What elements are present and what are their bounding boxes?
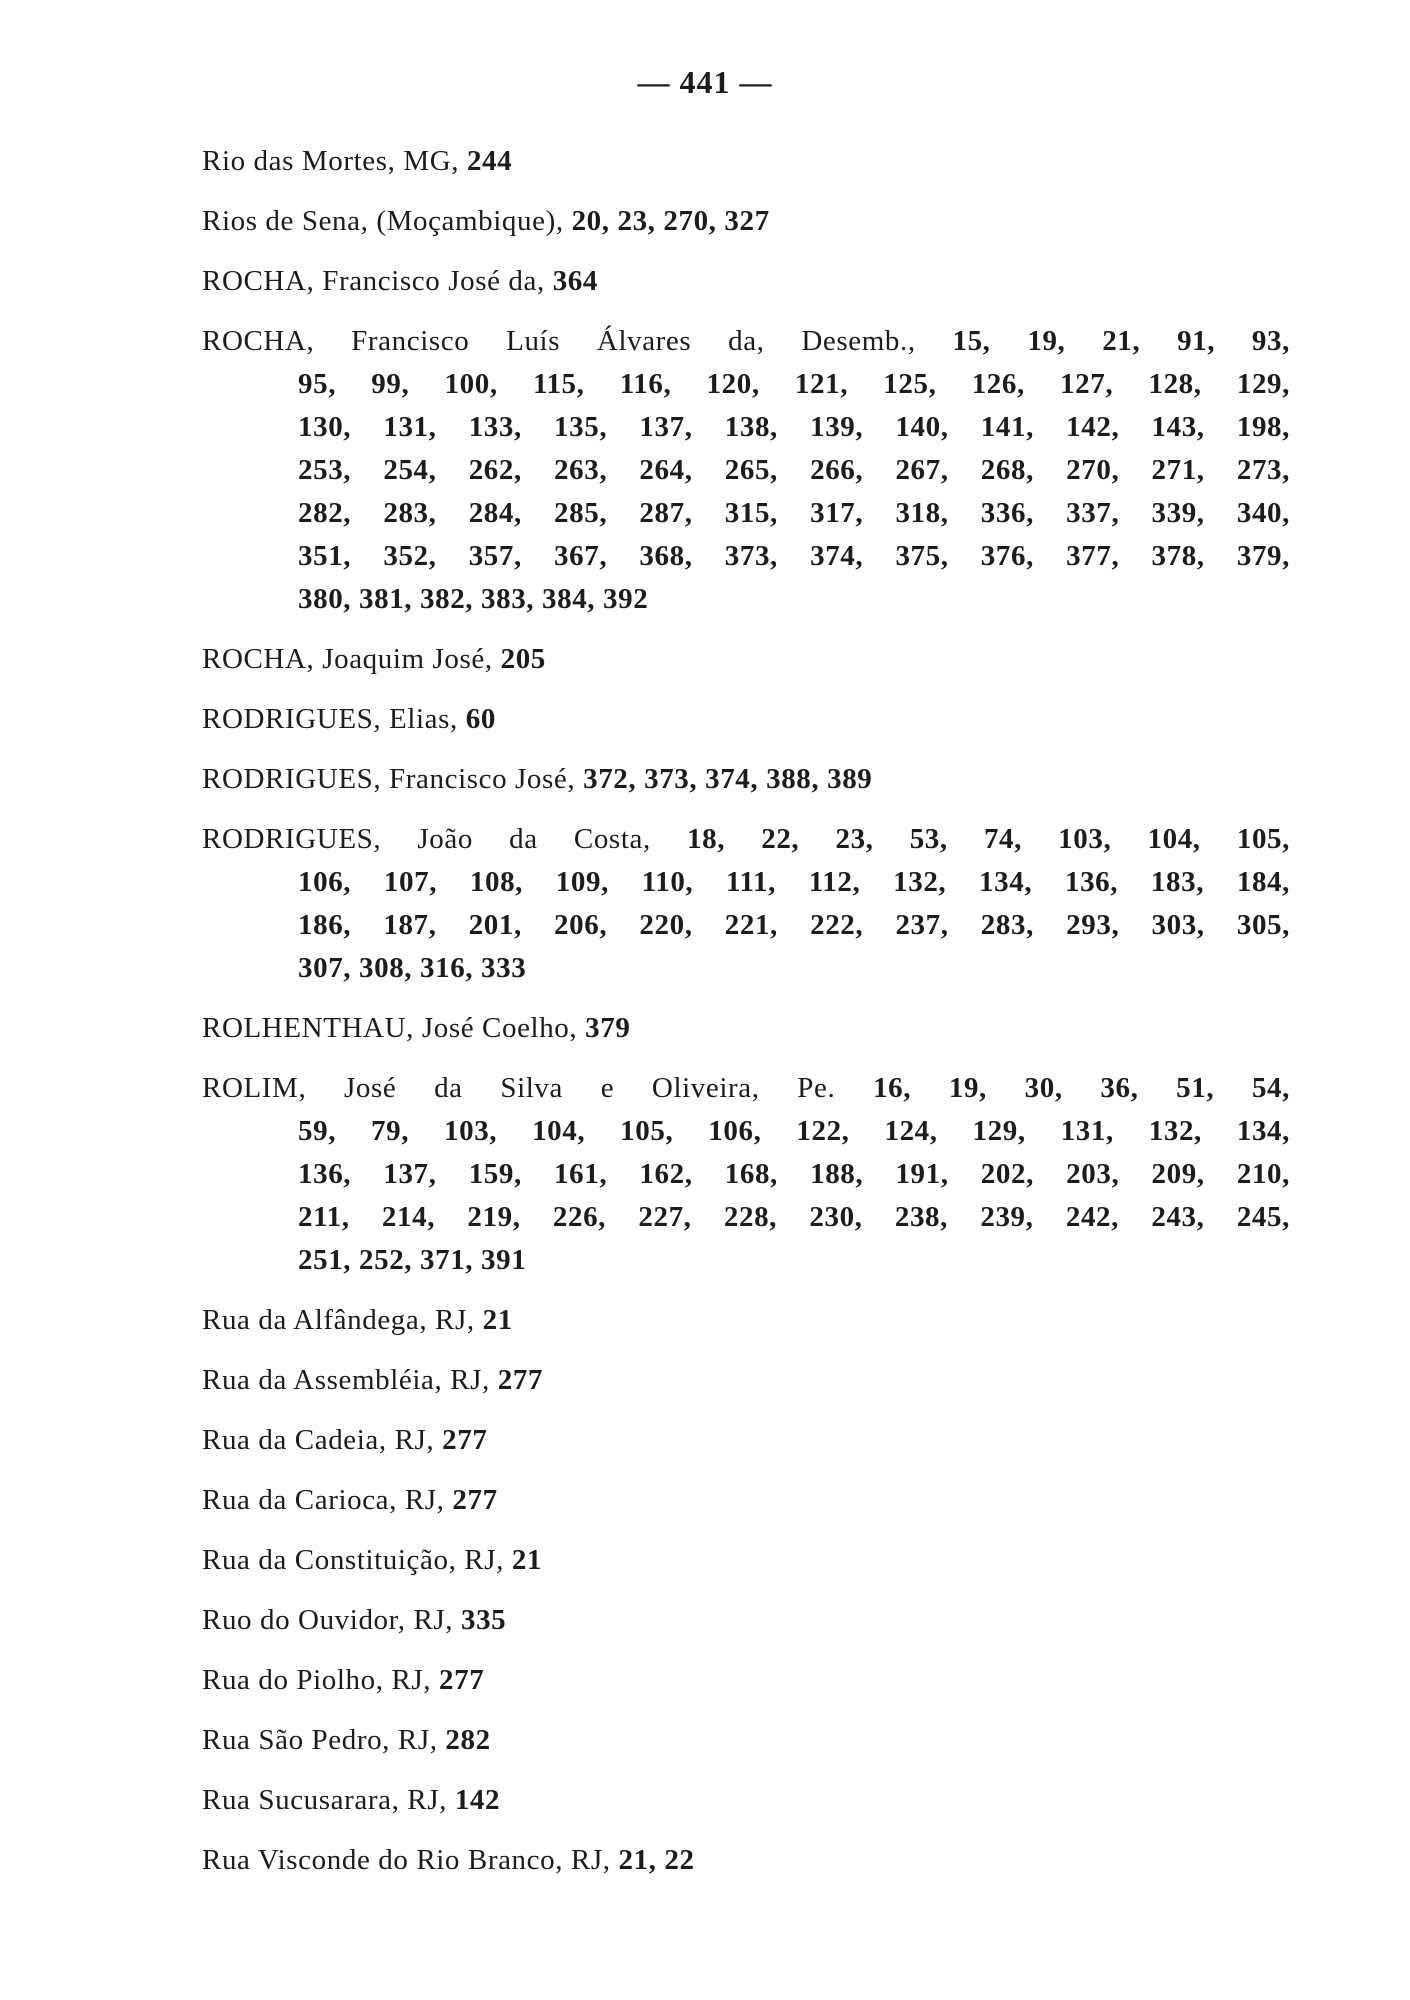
- index-entry-heading: Rua da Assembléia, RJ,: [202, 1364, 490, 1396]
- index-entry-first-line: [202, 758, 1290, 801]
- index-entry-first-line: [202, 260, 1290, 303]
- index-entry-first-line: [202, 140, 1290, 183]
- index-entry-page-refs: 136, 137, 159, 161, 162, 168, 188, 191, 202, 203, 209, 210,: [298, 1158, 1290, 1190]
- index-entry-page-refs: 95, 99, 100, 115, 116, 120, 121, 125, 126, 127, 128, 129,: [298, 368, 1290, 400]
- index-entry-heading: Rua da Alfândega, RJ,: [202, 1304, 475, 1336]
- index-entry-heading: Rua da Constituição, RJ,: [202, 1544, 504, 1576]
- index-entry: [202, 1779, 1290, 1822]
- index-entry-continuation-line: [202, 1196, 1290, 1239]
- index-entry: [202, 1719, 1290, 1762]
- index-entry-page-refs: 21: [482, 1304, 513, 1336]
- index-entry-continuation-line: [202, 904, 1290, 947]
- index-entry-heading: Rua Sucusarara, RJ,: [202, 1784, 447, 1816]
- index-entry-first-line: [202, 818, 1290, 861]
- index-entry-first-line: [202, 1659, 1290, 1702]
- index-entry-page-refs: 18, 22, 23, 53, 74, 103, 104, 105,: [687, 823, 1290, 855]
- index-entry-page-refs: 277: [442, 1424, 488, 1456]
- index-entry: [202, 1067, 1290, 1282]
- index-entry-page-refs: 364: [552, 265, 598, 297]
- index-entry-continuation-line: [202, 406, 1290, 449]
- index-entry-heading: Rua do Piolho, RJ,: [202, 1664, 432, 1696]
- index-entry: [202, 1359, 1290, 1402]
- index-entry-first-line: [202, 698, 1290, 741]
- index-entry-continuation-line: [202, 578, 1290, 621]
- index-entry-continuation-line: [202, 535, 1290, 578]
- index-entry-heading: Rua Visconde do Rio Branco, RJ,: [202, 1844, 611, 1876]
- index-entry: [202, 260, 1290, 303]
- index-entry-page-refs: 59, 79, 103, 104, 105, 106, 122, 124, 129, 131, 132, 134,: [298, 1115, 1290, 1147]
- index-entry-page-refs: 16, 19, 30, 36, 51, 54,: [873, 1072, 1290, 1104]
- index-entry-page-refs: 351, 352, 357, 367, 368, 373, 374, 375, 376, 377, 378, 379,: [298, 540, 1290, 572]
- page-number: — 441 —: [637, 64, 773, 100]
- index-entry-heading: Rua da Cadeia, RJ,: [202, 1424, 435, 1456]
- index-entry: [202, 1479, 1290, 1522]
- index-entry-first-line: [202, 1007, 1290, 1050]
- index-entry-page-refs: 20, 23, 270, 327: [571, 205, 770, 237]
- index-entry-page-refs: 142: [454, 1784, 501, 1816]
- index-entry: [202, 818, 1290, 990]
- index-entry: [202, 1599, 1290, 1642]
- index-entry: [202, 1839, 1290, 1882]
- index-entry: [202, 1299, 1290, 1342]
- index-entry: [202, 638, 1290, 681]
- index-entry-page-refs: 277: [497, 1364, 544, 1396]
- index-entry-continuation-line: [202, 1153, 1290, 1196]
- index-entries: [202, 140, 1290, 1899]
- index-entry-page-refs: 251, 252, 371, 391: [298, 1244, 527, 1276]
- index-entry-heading: Rios de Sena, (Moçambique),: [202, 205, 564, 237]
- index-entry-page-refs: 106, 107, 108, 109, 110, 111, 112, 132, 134, 136, 183, 184,: [298, 866, 1290, 898]
- index-entry-first-line: [202, 638, 1290, 681]
- index-entry-first-line: [202, 1539, 1290, 1582]
- index-entry-heading: RODRIGUES, João da Costa,: [202, 823, 651, 855]
- index-entry-page-refs: 372, 373, 374, 388, 389: [583, 763, 873, 795]
- index-entry-continuation-line: [202, 492, 1290, 535]
- index-entry-heading: Ruo do Ouvidor, RJ,: [202, 1604, 454, 1636]
- index-entry-page-refs: 186, 187, 201, 206, 220, 221, 222, 237, 283, 293, 303, 305,: [298, 909, 1290, 941]
- index-entry-continuation-line: [202, 449, 1290, 492]
- index-entry-page-refs: 307, 308, 316, 333: [298, 952, 527, 984]
- index-entry-page-refs: 60: [465, 703, 496, 735]
- index-entry-heading: ROLHENTHAU, José Coelho,: [202, 1012, 578, 1044]
- index-entry-page-refs: 21, 22: [618, 1844, 695, 1876]
- index-entry-first-line: [202, 1419, 1290, 1462]
- index-entry-heading: Rua da Carioca, RJ,: [202, 1484, 445, 1516]
- index-entry-first-line: [202, 1599, 1290, 1642]
- index-entry-page-refs: 15, 19, 21, 91, 93,: [952, 325, 1290, 357]
- index-entry: [202, 1659, 1290, 1702]
- index-entry-first-line: [202, 1719, 1290, 1762]
- index-entry: [202, 200, 1290, 243]
- index-entry-heading: ROCHA, Joaquim José,: [202, 643, 493, 675]
- index-entry-continuation-line: [202, 861, 1290, 904]
- index-entry-heading: Rua São Pedro, RJ,: [202, 1724, 438, 1756]
- index-entry-first-line: [202, 1067, 1290, 1110]
- index-entry: [202, 698, 1290, 741]
- index-entry-page-refs: 277: [439, 1664, 485, 1696]
- index-entry-first-line: [202, 1839, 1290, 1882]
- index-entry-page-refs: 379: [585, 1012, 631, 1044]
- index-entry-heading: ROLIM, José da Silva e Oliveira, Pe.: [202, 1072, 836, 1104]
- index-entry-first-line: [202, 1299, 1290, 1342]
- index-entry: [202, 1007, 1290, 1050]
- index-entry-first-line: [202, 320, 1290, 363]
- index-entry-continuation-line: [202, 1239, 1290, 1282]
- index-entry-page-refs: 211, 214, 219, 226, 227, 228, 230, 238, 239, 242, 243, 245,: [298, 1201, 1290, 1233]
- index-entry-continuation-line: [202, 363, 1290, 406]
- index-entry-page-refs: 277: [452, 1484, 498, 1516]
- index-entry-continuation-line: [202, 947, 1290, 990]
- index-entry-heading: ROCHA, Francisco Luís Álvares da, Desemb.,: [202, 325, 916, 357]
- index-entry-page-refs: 205: [500, 643, 546, 675]
- index-entry-page-refs: 282, 283, 284, 285, 287, 315, 317, 318, 336, 337, 339, 340,: [298, 497, 1290, 529]
- index-entry-page-refs: 130, 131, 133, 135, 137, 138, 139, 140, 141, 142, 143, 198,: [298, 411, 1290, 443]
- index-entry-page-refs: 244: [466, 145, 513, 177]
- index-entry-first-line: [202, 1779, 1290, 1822]
- index-entry-continuation-line: [202, 1110, 1290, 1153]
- index-entry-page-refs: 335: [460, 1604, 507, 1636]
- index-entry-heading: Rio das Mortes, MG,: [202, 145, 460, 177]
- index-entry-first-line: [202, 1359, 1290, 1402]
- index-entry-heading: RODRIGUES, Elias,: [202, 703, 458, 735]
- index-entry: [202, 1419, 1290, 1462]
- index-entry-page-refs: 380, 381, 382, 383, 384, 392: [298, 583, 649, 615]
- index-entry: [202, 758, 1290, 801]
- index-entry-page-refs: 253, 254, 262, 263, 264, 265, 266, 267, 268, 270, 271, 273,: [298, 454, 1290, 486]
- index-entry: [202, 320, 1290, 621]
- index-entry-heading: ROCHA, Francisco José da,: [202, 265, 545, 297]
- index-entry-first-line: [202, 200, 1290, 243]
- index-entry: [202, 1539, 1290, 1582]
- index-entry-page-refs: 282: [445, 1724, 491, 1756]
- index-entry-page-refs: 21: [511, 1544, 543, 1576]
- index-entry-first-line: [202, 1479, 1290, 1522]
- index-entry: [202, 140, 1290, 183]
- index-entry-heading: RODRIGUES, Francisco José,: [202, 763, 576, 795]
